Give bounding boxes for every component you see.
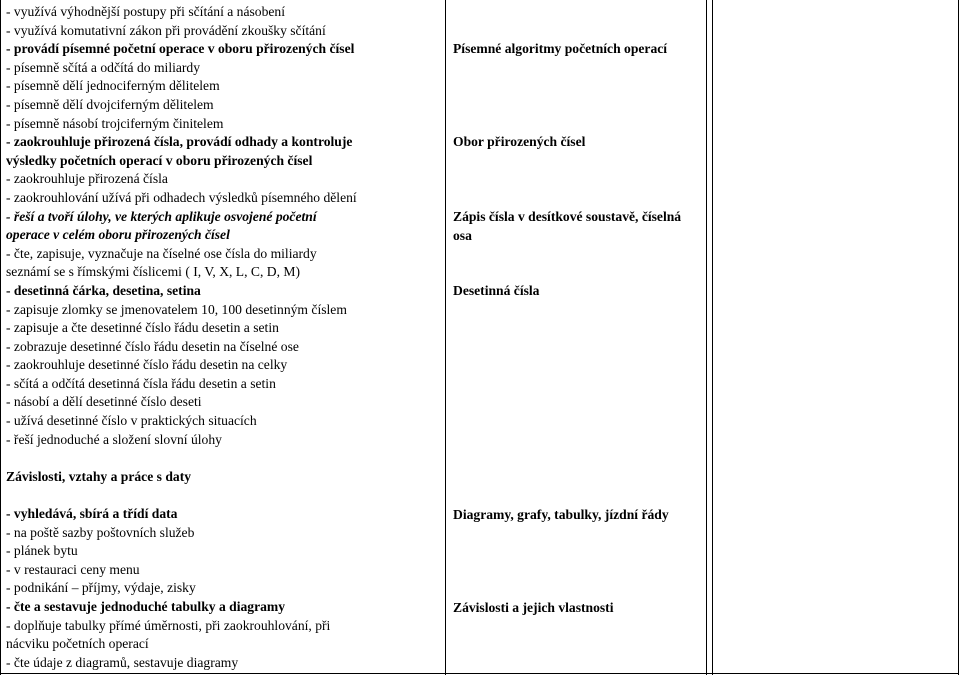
outcome-line: - provádí písemné početní operace v oboru přirozených čísel — [6, 41, 355, 57]
outcome-line: - sčítá a odčítá desetinná čísla řádu desetin a setin — [6, 375, 276, 391]
outcome-line: - písemně dělí jednociferným dělitelem — [6, 78, 220, 94]
outcome-line: operace v celém oboru přirozených čísel — [6, 227, 230, 243]
outcome-line: - plánek bytu — [6, 543, 78, 559]
outcome-line: - zapisuje a čte desetinné číslo řádu desetin a setin — [6, 320, 279, 336]
outcome-line: - vyhledává, sbírá a třídí data — [6, 506, 178, 522]
outcome-line: - zaokrouhluje desetinné číslo řádu desetin na celky — [6, 357, 288, 373]
topic-decimal-numbers: Desetinná čísla — [453, 283, 540, 298]
column-divider-1 — [445, 0, 446, 675]
outcomes-column — [6, 3, 442, 672]
outcome-line: - písemně násobí trojciferným činitelem — [6, 115, 224, 131]
outcome-line: - zaokrouhlování užívá při odhadech výsledků písemného dělení — [6, 189, 357, 205]
outcomes-list-data — [6, 505, 442, 672]
column-divider-2 — [706, 0, 707, 675]
outcome-line: - zobrazuje desetinné číslo řádu desetin na číselné ose — [6, 338, 299, 354]
outcome-line: - zaokrouhluje přirozená čísla, provádí odhady a kontroluje — [6, 134, 353, 150]
outcome-line: - řeší a tvoří úlohy, ve kterých aplikuje osvojené početní — [6, 208, 317, 224]
topic-diagrams-graphs: Diagramy, grafy, tabulky, jízdní řády — [453, 507, 669, 522]
outcome-line: - násobí a dělí desetinné číslo deseti — [6, 394, 202, 410]
outcome-line: - doplňuje tabulky přímé úměrnosti, při zaokrouhlování, při — [6, 617, 331, 633]
topic-dependencies: Závislosti a jejich vlastnosti — [453, 600, 614, 615]
outcome-line: - využívá výhodnější postupy při sčítání a násobení — [6, 4, 285, 19]
outcome-line: - na poště sazby poštovních služeb — [6, 524, 195, 540]
outcome-line: - čte a sestavuje jednoduché tabulky a diagramy — [6, 599, 286, 614]
outcome-line: - řeší jednoduché a složení slovní úlohy — [6, 431, 222, 447]
outcome-line: - v restauraci ceny menu — [6, 561, 140, 577]
topic-natural-numbers: Obor přirozených čísel — [453, 134, 586, 149]
table-right-border — [958, 0, 959, 675]
outcome-line: - čte údaje z diagramů, sestavuje diagramy — [6, 654, 239, 670]
outcome-line: - podnikání – příjmy, výdaje, zisky — [6, 580, 196, 596]
outcome-line: - písemně dělí dvojciferným dělitelem — [6, 96, 214, 112]
outcome-line: - užívá desetinné číslo v praktických situacích — [6, 413, 257, 429]
table-bottom-border — [0, 673, 959, 674]
outcome-line: seznámí se s římskými číslicemi ( I, V, X, L, C, D, M) — [6, 264, 300, 280]
column-divider-3 — [712, 0, 713, 675]
table-left-border — [0, 0, 1, 675]
outcomes-list-numbers — [6, 3, 442, 449]
topic-written-algorithms: Písemné algoritmy početních operací — [453, 41, 668, 56]
outcome-line: - zapisuje zlomky se jmenovatelem 10, 100 desetinným číslem — [6, 301, 347, 317]
outcome-line: nácviku početních operací — [6, 636, 149, 652]
outcome-line: - využívá komutativní zákon při provádění zkoušky sčítání — [6, 22, 326, 38]
section-heading: Závislosti, vztahy a práce s daty — [6, 468, 192, 484]
outcome-line: - desetinná čárka, desetina, setina — [6, 282, 201, 298]
outcome-line: - písemně sčítá a odčítá do miliardy — [6, 59, 201, 75]
outcome-line: - zaokrouhluje přirozená čísla — [6, 171, 168, 187]
outcome-line: výsledky početních operací v oboru přirozených čísel — [6, 152, 313, 168]
topic-decimal-notation: Zápis čísla v desítkové soustavě, číselná osa — [453, 209, 682, 243]
outcome-line: - čte, zapisuje, vyznačuje na číselné ose čísla do miliardy — [6, 245, 317, 261]
